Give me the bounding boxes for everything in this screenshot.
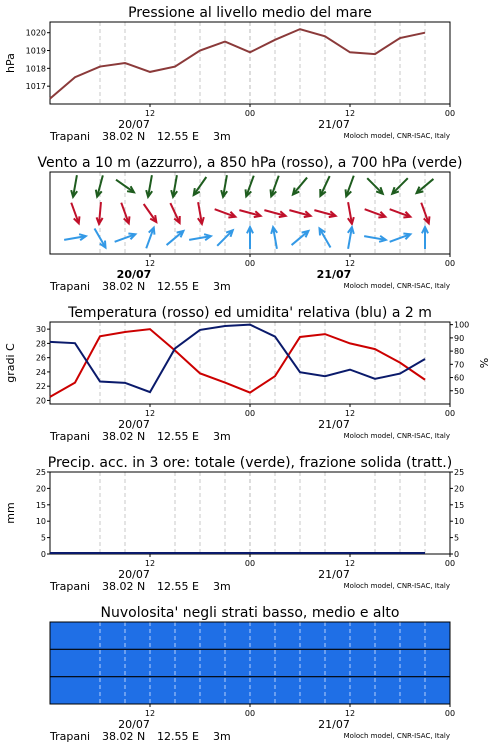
wind-station-lon: 12.55 E (157, 280, 199, 293)
cloud-station-lat: 38.02 N (102, 730, 146, 743)
precip-station-alt: 3m (213, 580, 231, 593)
precip-tick-y-label-right: 20 (454, 484, 465, 494)
wind-arrow (390, 234, 411, 242)
precip-station-lat: 38.02 N (102, 580, 146, 593)
pressure-title: Pressione al livello medio del mare (128, 5, 372, 21)
precip-tick-label: 12 (144, 559, 156, 568)
wind-credit: Moloch model, CNR-ISAC, Italy (343, 282, 450, 290)
wind-arrow (171, 175, 177, 197)
temperature-ylabel: gradi C (4, 343, 17, 383)
wind-date-label: 20/07 (116, 268, 152, 281)
pressure-frame (50, 22, 450, 104)
temperature-date-label: 21/07 (318, 418, 350, 431)
wind-panel (37, 155, 462, 293)
precip-tick-y-label: 0 (40, 550, 46, 559)
humidity-tick-y-label: 60 (454, 373, 465, 383)
humidity-tick-y-label: 80 (454, 347, 465, 357)
wind-arrow (144, 204, 157, 222)
precip-station-name: Trapani (50, 580, 91, 593)
temperature-tick-label: 12 (144, 409, 156, 418)
pressure-panel (4, 5, 455, 143)
wind-arrow (71, 175, 77, 197)
cloud-tick-label: 12 (144, 709, 156, 718)
pressure-tick-label: 12 (144, 109, 156, 118)
wind-tick-label: 00 (244, 259, 256, 268)
wind-title: Vento a 10 m (azzurro), a 850 hPa (rosso), a 700 hPa (verde) (37, 155, 463, 171)
temperature-tick-y-label: 28 (35, 339, 46, 349)
temperature-tick-label: 00 (444, 409, 456, 418)
precip-tick-y-label: 15 (35, 500, 46, 510)
wind-arrow (170, 203, 179, 223)
cloud-credit: Moloch model, CNR-ISAC, Italy (343, 732, 450, 740)
humidity-tick-y-label: 70 (454, 360, 465, 370)
temperature-tick-y-label: 20 (35, 396, 46, 406)
pressure-date-label: 20/07 (118, 118, 150, 131)
temperature-tick-label: 12 (344, 409, 356, 418)
precip-ylabel: mm (4, 502, 17, 524)
wind-arrow (221, 175, 227, 197)
temperature-tick-y-label: 24 (35, 367, 46, 377)
pressure-tick-y-label: 1020 (25, 28, 46, 38)
wind-station-alt: 3m (213, 280, 231, 293)
humidity-tick-y-label: 50 (454, 386, 465, 396)
cloud-title: Nuvolosita' negli strati basso, medio e alto (100, 605, 400, 621)
precip-panel (4, 455, 464, 593)
wind-arrow (346, 176, 354, 197)
cloud-tick-label: 00 (244, 709, 256, 718)
wind-arrow (115, 234, 136, 242)
temperature-series-line (50, 329, 425, 397)
pressure-station-lon: 12.55 E (157, 130, 199, 143)
temperature-station-alt: 3m (213, 430, 231, 443)
precip-tick-label: 12 (344, 559, 356, 568)
precip-tick-y-label: 20 (35, 484, 46, 494)
wind-arrow (71, 203, 79, 224)
pressure-series-line (50, 29, 425, 99)
temperature-title: Temperatura (rosso) ed umidita' relativa (blu) a 2 m (68, 305, 432, 321)
temperature-station-name: Trapani (50, 430, 91, 443)
temperature-station-lat: 38.02 N (102, 430, 146, 443)
humidity-ylabel: % (478, 357, 491, 369)
wind-arrow (271, 227, 277, 249)
wind-arrow (421, 203, 429, 224)
wind-station-name: Trapani (50, 280, 91, 293)
precip-credit: Moloch model, CNR-ISAC, Italy (343, 582, 450, 590)
precip-tick-y-label-right: 10 (454, 517, 465, 527)
temperature-date-label: 20/07 (118, 418, 150, 431)
cloud-station-name: Trapani (50, 730, 91, 743)
cloud-station-alt: 3m (213, 730, 231, 743)
precip-tick-y-label: 10 (35, 517, 46, 527)
wind-date-label: 21/07 (316, 268, 352, 281)
precip-frame (50, 472, 450, 554)
temperature-panel (4, 305, 491, 443)
pressure-tick-y-label: 1019 (25, 46, 46, 56)
wind-arrow (198, 202, 204, 224)
temperature-tick-y-label: 26 (35, 353, 46, 363)
wind-arrow (348, 227, 354, 249)
temperature-credit: Moloch model, CNR-ISAC, Italy (343, 432, 450, 440)
wind-station-lat: 38.02 N (102, 280, 146, 293)
humidity-tick-y-label: 100 (454, 320, 470, 330)
pressure-tick-label: 00 (444, 109, 456, 118)
pressure-date-label: 21/07 (318, 118, 350, 131)
pressure-station-lat: 38.02 N (102, 130, 146, 143)
pressure-tick-label: 00 (244, 109, 256, 118)
wind-arrow (146, 175, 152, 197)
wind-arrow (146, 228, 154, 249)
wind-arrow (97, 202, 103, 224)
cloud-station-lon: 12.55 E (157, 730, 199, 743)
precip-tick-label: 00 (444, 559, 456, 568)
cloud-tick-label: 00 (444, 709, 456, 718)
pressure-station-name: Trapani (50, 130, 91, 143)
temperature-tick-label: 00 (244, 409, 256, 418)
precip-station-lon: 12.55 E (157, 580, 199, 593)
wind-arrow (96, 175, 103, 196)
temperature-station-lon: 12.55 E (157, 430, 199, 443)
temperature-tick-y-label: 22 (35, 382, 46, 392)
pressure-ylabel: hPa (4, 53, 17, 73)
precip-tick-y-label-right: 25 (454, 468, 465, 477)
pressure-tick-label: 12 (344, 109, 356, 118)
precip-tick-label: 00 (244, 559, 256, 568)
humidity-tick-y-label: 90 (454, 333, 465, 343)
wind-arrow (422, 227, 428, 249)
temperature-tick-y-label: 30 (35, 325, 46, 335)
cloud-date-label: 21/07 (318, 718, 350, 731)
wind-tick-label: 12 (344, 259, 356, 268)
precip-tick-y-label-right: 0 (454, 550, 460, 559)
wind-arrow (64, 234, 86, 240)
precip-tick-y-label-right: 5 (454, 533, 460, 543)
precip-tick-y-label: 5 (40, 533, 46, 543)
cloud-cover-fill (50, 622, 450, 704)
wind-arrow (247, 227, 253, 249)
precip-title: Precip. acc. in 3 ore: totale (verde), frazione solida (tratt.) (47, 455, 453, 471)
pressure-credit: Moloch model, CNR-ISAC, Italy (343, 132, 450, 140)
precip-tick-y-label: 25 (35, 468, 46, 477)
cloud-tick-label: 12 (344, 709, 356, 718)
wind-arrow (271, 176, 279, 197)
wind-tick-label: 12 (144, 259, 156, 268)
pressure-tick-y-label: 1017 (25, 82, 46, 92)
wind-arrow (246, 176, 254, 197)
pressure-tick-y-label: 1018 (25, 64, 46, 74)
cloud-panel (49, 605, 455, 743)
precip-date-label: 20/07 (118, 568, 150, 581)
wind-arrow (121, 203, 129, 224)
precip-tick-y-label-right: 15 (454, 500, 465, 510)
wind-tick-label: 00 (444, 259, 456, 268)
cloud-date-label: 20/07 (118, 718, 150, 731)
precip-date-label: 21/07 (318, 568, 350, 581)
wind-arrow (348, 202, 354, 224)
pressure-station-alt: 3m (213, 130, 231, 143)
